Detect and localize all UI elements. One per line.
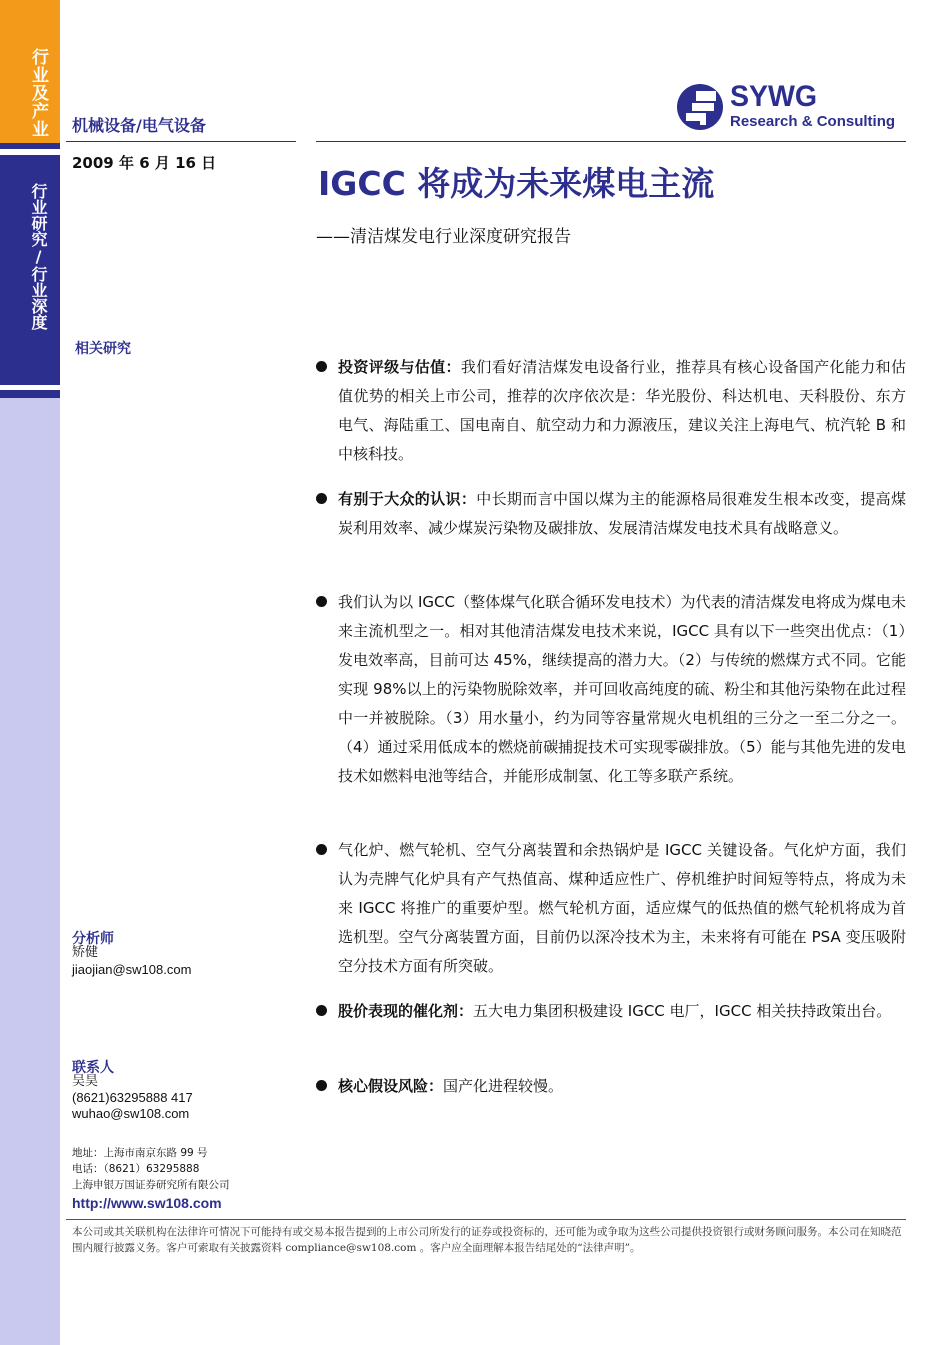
contact-email[interactable]: wuhao@sw108.com (72, 1106, 190, 1121)
bullet-dot-icon (316, 1005, 327, 1016)
bullet-dot-icon (316, 493, 327, 504)
bullet-lead: 有别于大众的认识： (338, 490, 477, 508)
report-date: 2009 年 6 月 16 日 (72, 154, 217, 172)
bullet-dot-icon (316, 596, 327, 607)
sywg-logo-icon (676, 83, 724, 131)
analyst-name: 矫健 (72, 945, 99, 960)
sidebar-report-type-label: 行业研究/行业深度 (29, 183, 48, 330)
bullet-text (338, 997, 906, 1026)
company-phone: 电话：（8621）63295888 (72, 1163, 200, 1175)
sidebar-category-label: 行业及产业 (28, 48, 48, 138)
company-name: 上海申银万国证券研究所有限公司 (72, 1179, 230, 1191)
bullet-text (338, 836, 906, 981)
bullet-dot-icon (316, 844, 327, 855)
analyst-email[interactable]: jiaojian@sw108.com (72, 962, 192, 977)
related-research-heading: 相关研究 (75, 341, 131, 357)
bullet-catalysts (316, 997, 906, 1059)
bullet-text (338, 588, 906, 791)
header-rule-left (66, 141, 296, 142)
bullet-dot-icon (316, 361, 327, 372)
contact-heading: 联系人 (72, 1060, 114, 1076)
footer-rule (66, 1219, 906, 1220)
bullet-lead: 投资评级与估值： (338, 358, 461, 376)
logo-tagline: Research & Consulting (730, 113, 896, 130)
bullet-key-equipment (316, 836, 906, 986)
header-rule-right (316, 141, 906, 142)
bullet-body: 气化炉、燃气轮机、空气分离装置和余热锅炉是 IGCC 关键设备。气化炉方面，我们认为壳牌气化炉具有产气热值高、煤种适应性广、停机维护时间短等特点，将成为未来 IGCC 将推广的重要炉型。燃气轮机方面，适应煤气的低热值的燃气轮机将成为首选机型。空气分离装置方面，目前仍以深冷技术为主，未来将有可能在 PSA 变压吸附空分技术方面有所突破。 (338, 841, 906, 975)
contact-phone: (8621)63295888 417 (72, 1090, 193, 1105)
sidebar-lavender-block (0, 398, 60, 1345)
bullet-lead: 核心假设风险： (338, 1077, 444, 1095)
bullet-body: 我们看好清洁煤发电设备行业，推荐具有核心设备国产化能力和估值优势的相关上市公司，推荐的次序依次是：华光股份、科达机电、天科股份、东方电气、海陆重工、国电南自、航空动力和力源液压，建议关注上海电气、杭汽轮 B 和中核科技。 (338, 358, 906, 463)
contact-name: 吴昊 (72, 1074, 99, 1089)
bullet-body: 五大电力集团积极建设 IGCC 电厂，IGCC 相关扶持政策出台。 (473, 1002, 892, 1020)
bullet-body: 我们认为以 IGCC（整体煤气化联合循环发电技术）为代表的清洁煤发电将成为煤电未来主流机型之一。相对其他清洁煤发电技术来说，IGCC 具有以下一些突出优点：（1）发电效率高，目前可达 45%，继续提高的潜力大。（2）与传统的燃煤方式不同。它能实现 98%以上的污染物脱除效率，并可回收高纯度的硫、粉尘和其他污染物在此过程中一并被脱除。（3）用水量小，约为同等容量常规火电机组的三分之一至二分之一。（4）通过采用低成本的燃烧前碳捕捉技术可实现零碳排放。（5）能与其他先进的发电技术如燃料电池等结合，并能形成制氢、化工等多联产系统。 (338, 593, 906, 785)
company-website-link[interactable]: http://www.sw108.com (72, 1195, 222, 1211)
bullet-lead: 股价表现的催化剂： (338, 1002, 474, 1020)
report-subtitle: ——清洁煤发电行业深度研究报告 (316, 227, 571, 247)
sector-label: 机械设备/电气设备 (72, 116, 206, 135)
bullet-text (338, 485, 906, 543)
bullet-core-risk (316, 1072, 906, 1102)
bullet-dot-icon (316, 1080, 327, 1091)
bullet-igcc-advantages (316, 588, 906, 823)
bullet-body: 国产化进程较慢。 (443, 1077, 564, 1095)
footer-disclaimer: 本公司或其关联机构在法律许可情况下可能持有或交易本报告提到的上市公司所发行的证券或投资标的，还可能为或争取为这些公司提供投资银行或财务顾问服务。本公司在知晓范围内履行披露义务。客户可索取有关披露资料 compliance@sw108.com 。客户应全面理解本报告结尾处的“法律声明”。 (72, 1226, 902, 1254)
sidebar-divider (0, 390, 60, 398)
bullet-differentiated-view (316, 485, 906, 575)
bullet-investment-rating (316, 353, 906, 473)
report-title: IGCC 将成为未来煤电主流 (318, 164, 715, 203)
bullet-body: 中长期而言中国以煤为主的能源格局很难发生根本改变，提高煤炭利用效率、减少煤炭污染物及碳排放、发展清洁煤发电技术具有战略意义。 (338, 490, 906, 537)
logo-wordmark: SYWG (730, 80, 818, 113)
bullet-text (338, 353, 906, 469)
bullet-text (338, 1072, 906, 1101)
company-address: 地址：上海市南京东路 99 号 (72, 1147, 208, 1159)
analyst-heading: 分析师 (72, 931, 114, 947)
